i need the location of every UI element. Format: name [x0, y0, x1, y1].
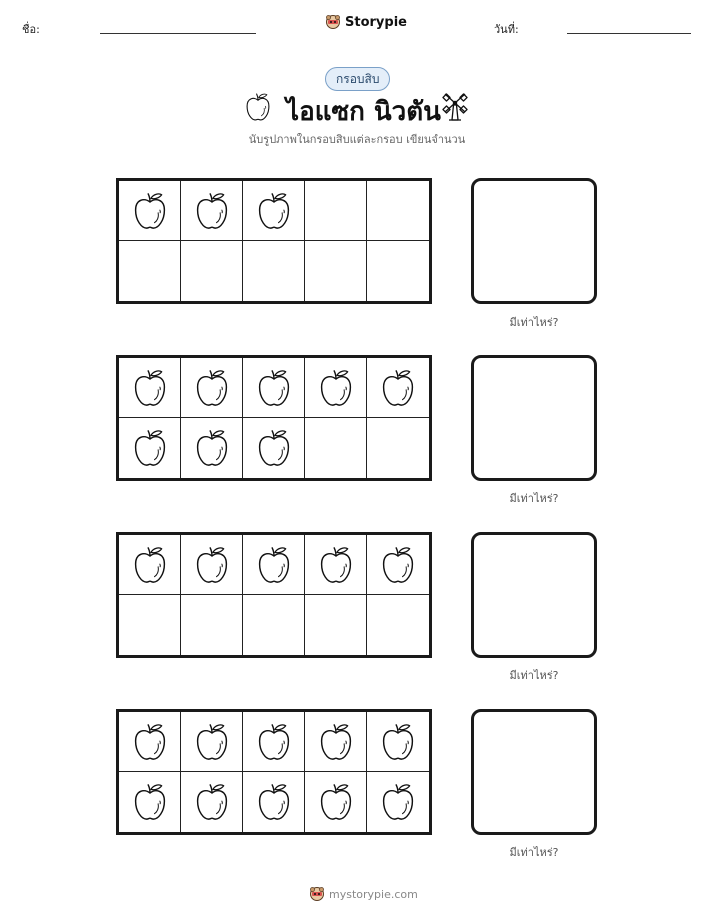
apple-icon [194, 782, 230, 822]
answer-box[interactable] [471, 532, 597, 658]
frame-cell [119, 241, 181, 301]
frame-cell [181, 241, 243, 301]
answer-box[interactable] [471, 178, 597, 304]
frame-cell [305, 595, 367, 655]
apple-icon [132, 368, 168, 408]
frame-cell [181, 772, 243, 832]
storypie-logo-icon [325, 14, 341, 30]
frame-cell [305, 535, 367, 595]
frame-cell [119, 535, 181, 595]
frame-cell [181, 181, 243, 241]
frame-cell [119, 595, 181, 655]
frame-cell [119, 772, 181, 832]
frame-cell [243, 181, 305, 241]
page-title: ไอแซก นิวตัน [286, 97, 441, 127]
apple-icon [256, 191, 292, 231]
apple-icon [256, 368, 292, 408]
footer [309, 886, 418, 902]
apple-icon [132, 545, 168, 585]
answer-box[interactable] [471, 355, 597, 481]
footer-url: mystorypie.com [329, 887, 418, 901]
frame-cell [367, 772, 429, 832]
date-label: วันที่: [494, 23, 519, 36]
how-many-label: มีเท่าไหร่? [509, 669, 559, 682]
frame-cell [181, 712, 243, 772]
ten-frame [116, 532, 432, 658]
frame-cell [367, 712, 429, 772]
apple-icon [380, 782, 416, 822]
frame-cell [305, 418, 367, 478]
apple-icon [380, 545, 416, 585]
apple-icon [132, 428, 168, 468]
frame-cell [367, 241, 429, 301]
worksheet-type-badge: กรอบสิบ [325, 67, 390, 91]
apple-icon [132, 782, 168, 822]
frame-cell [243, 241, 305, 301]
apple-icon [380, 722, 416, 762]
apple-icon [380, 368, 416, 408]
frame-cell [367, 181, 429, 241]
apple-icon [256, 428, 292, 468]
frame-cell [119, 358, 181, 418]
frame-cell [367, 535, 429, 595]
apple-icon [194, 722, 230, 762]
how-many-label: มีเท่าไหร่? [509, 316, 559, 329]
frame-cell [119, 712, 181, 772]
apple-icon [244, 92, 272, 122]
frame-cell [305, 241, 367, 301]
frame-cell [243, 595, 305, 655]
frame-cell [305, 772, 367, 832]
brand [325, 14, 407, 30]
how-many-label: มีเท่าไหร่? [509, 846, 559, 859]
instructions: นับรูปภาพในกรอบสิบแต่ละกรอบ เขียนจำนวน [248, 133, 466, 146]
apple-icon [256, 722, 292, 762]
frame-cell [367, 595, 429, 655]
windmill-icon [441, 92, 469, 122]
frame-cell [367, 418, 429, 478]
apple-icon [256, 545, 292, 585]
name-label: ชื่อ: [22, 23, 40, 36]
apple-icon [256, 782, 292, 822]
frame-cell [119, 418, 181, 478]
date-field[interactable] [567, 33, 691, 34]
frame-cell [243, 772, 305, 832]
ten-frame [116, 709, 432, 835]
frame-cell [243, 712, 305, 772]
storypie-logo-icon [309, 886, 325, 902]
apple-icon [194, 191, 230, 231]
apple-icon [132, 722, 168, 762]
brand-name: Storypie [345, 14, 407, 30]
frame-cell [243, 418, 305, 478]
how-many-label: มีเท่าไหร่? [509, 492, 559, 505]
apple-icon [318, 722, 354, 762]
frame-cell [305, 181, 367, 241]
ten-frame [116, 355, 432, 481]
apple-icon [194, 428, 230, 468]
apple-icon [194, 545, 230, 585]
apple-icon [132, 191, 168, 231]
apple-icon [318, 368, 354, 408]
frame-cell [181, 358, 243, 418]
frame-cell [119, 181, 181, 241]
frame-cell [305, 358, 367, 418]
ten-frame [116, 178, 432, 304]
frame-cell [243, 535, 305, 595]
frame-cell [181, 595, 243, 655]
frame-cell [243, 358, 305, 418]
apple-icon [194, 368, 230, 408]
frame-cell [367, 358, 429, 418]
frame-cell [305, 712, 367, 772]
name-field[interactable] [100, 33, 256, 34]
frame-cell [181, 535, 243, 595]
apple-icon [318, 545, 354, 585]
answer-box[interactable] [471, 709, 597, 835]
frame-cell [181, 418, 243, 478]
apple-icon [318, 782, 354, 822]
